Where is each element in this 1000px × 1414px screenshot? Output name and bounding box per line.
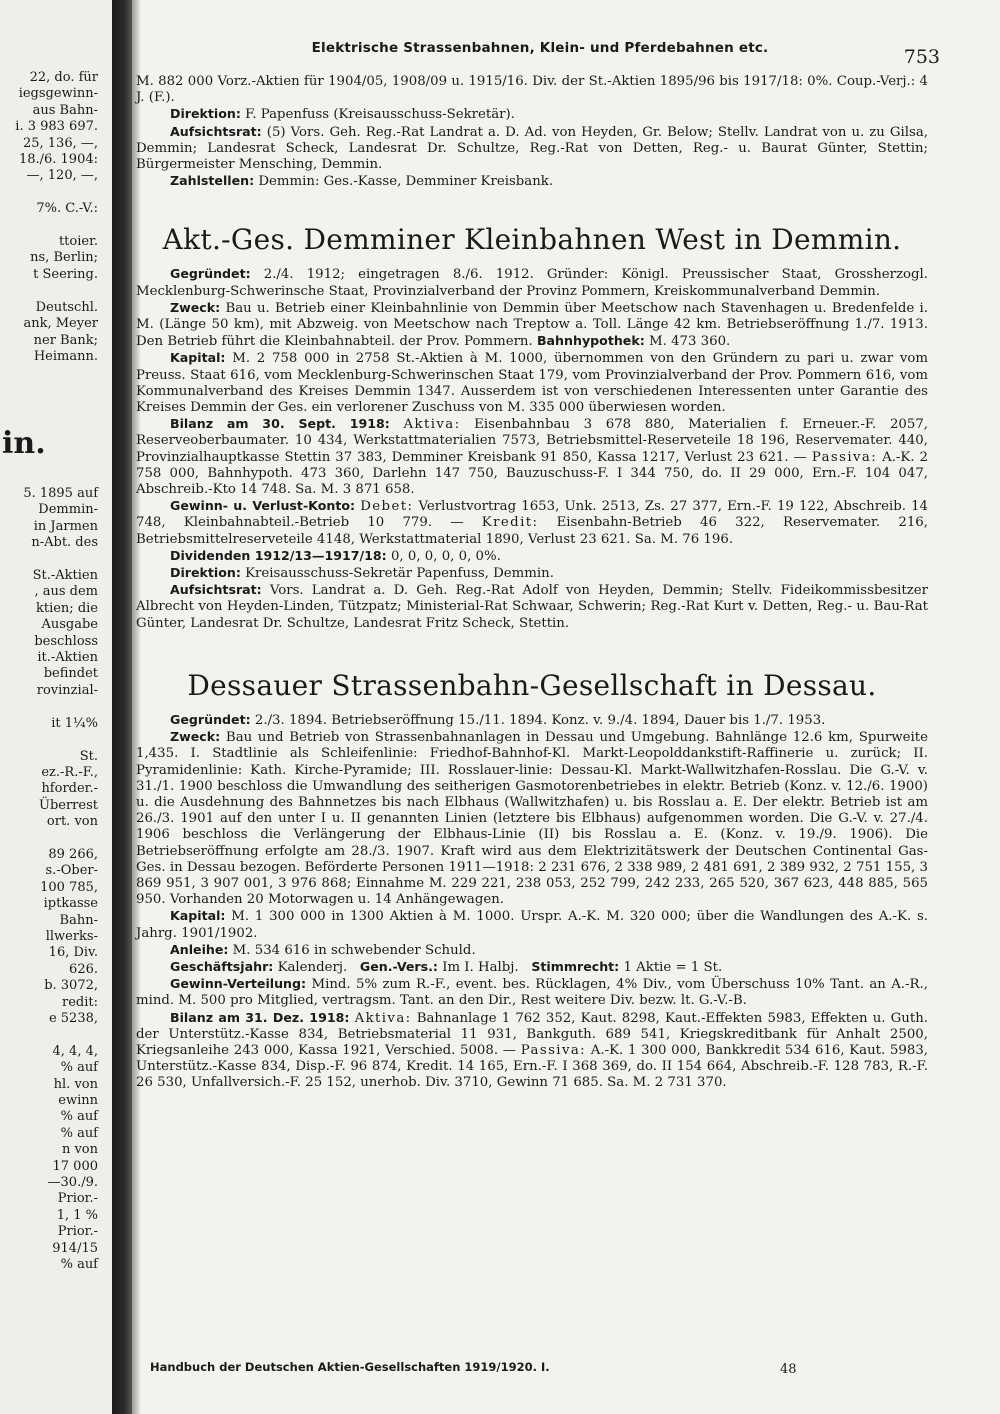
left-column-line: ewinn xyxy=(58,1093,98,1109)
s2-anleihe xyxy=(136,942,928,959)
value: 1 Aktie = 1 St. xyxy=(623,959,723,975)
s1-kapital xyxy=(136,350,928,416)
section-title-dessau: Dessauer Strassenbahn-Gesellschaft in Dessau. xyxy=(187,668,877,702)
left-column-line: hforder.- xyxy=(41,781,98,797)
label: Kapital: xyxy=(170,350,226,366)
book-gutter xyxy=(112,0,132,1414)
value: M. 473 360. xyxy=(649,334,731,350)
value: Bau u. Betrieb einer Kleinbahnlinie von Demmin über Meetschow nach Stavenhagen u. Bredenfelde i. M. (Länge 50 km), mit Abzweig. von Meetschow nach Treptow a. Toll. Länge 42 km. Betriebseröffnung 1./7. 1913. Den Betrieb führt die Kleinbahnabteil. der Prov. Pommern. xyxy=(136,300,928,350)
left-column-line: 22, do. für xyxy=(29,70,98,85)
left-column-line: 16, Div. xyxy=(48,945,98,961)
left-column-line: Heimann. xyxy=(33,348,98,364)
left-column-line: aus Bahn- xyxy=(32,102,98,118)
left-column-line: 4, 4, 4, xyxy=(52,1043,98,1059)
label: Kapital: xyxy=(170,908,226,924)
left-column-line: ttoier. xyxy=(58,234,98,250)
left-column-line: ner Bank; xyxy=(33,332,98,348)
label: Gewinn- u. Verlust-Konto: xyxy=(170,498,356,514)
previous-page-margin xyxy=(0,0,112,1414)
top-direktion xyxy=(136,106,928,123)
left-column-line xyxy=(23,1027,98,1043)
value: Eisenbahn-Betrieb 46 322, Reservemater. 216, Betriebsmittelreserveteile 4148, Werkstattmaterial 1890, Verlust 23 621. Sa. M. 76 196. xyxy=(136,515,928,547)
section-title-demmin: Akt.-Ges. Demminer Kleinbahnen West in Demmin. xyxy=(162,223,902,257)
top-zahlstellen xyxy=(136,173,928,190)
left-column-heading: in. xyxy=(2,426,46,461)
left-column-line: 914/15 xyxy=(52,1240,98,1256)
value: M. 2 758 000 in 2758 St.-Aktien à M. 1000, übernommen von den Gründern zu pari u. zwar vom Preuss. Staat 616, vom Mecklenburg-Schwerinschen Staat 179, vom Provinzialverband der Prov. Pommern 616, vom Kommunalverband des Kreises Demmin 1347. Ausserdem ist von verschiedenen Interessenten unter Garantie des Kreises Demmin der Ges. ein verlorener Zuschuss von M. 335 000 überwiesen worden. xyxy=(136,351,928,416)
label: Bahnhypothek: xyxy=(536,333,645,349)
left-column-line xyxy=(23,831,98,847)
top-paragraph: M. 882 000 Vorz.-Aktien für 1904/05, 1908/09 u. 1915/16. Div. der St.-Aktien 1895/96 bis 1917/18: 0%. Coup.-Verj.: 4 J. (F.). xyxy=(136,74,928,106)
value: 2./3. 1894. Betriebseröffnung 15./11. 1894. Konz. v. 9./4. 1894, Dauer bis 1./7. 1953. xyxy=(254,712,826,728)
left-column-line: % auf xyxy=(60,1060,98,1076)
page xyxy=(136,0,1000,1414)
s1-bilanz xyxy=(136,416,928,498)
label: Gen.-Vers.: xyxy=(359,958,438,974)
left-column-line: ank, Meyer xyxy=(23,316,98,332)
left-column-text xyxy=(15,70,98,365)
running-title: Elektrische Strassenbahnen, Klein- und Pferdebahnen etc. xyxy=(311,40,769,56)
value: A.-K. 1 300 000, Bankkredit 534 616, Kaut. 5983, Unterstütz.-Kasse 834, Disp.-F. 96 874, Kredit. 14 165, Ern.-F. I 368 369, do. II 154 664, Abschreib.-F. 128 783, R.-F. 26 530, Unfallversich.-F. 25 152, unerhob. Div. 3710, Gewinn 71 685. Sa. M. 2 731 370. xyxy=(136,1042,929,1091)
left-column-line: ns, Berlin; xyxy=(30,250,98,266)
value: Vors. Landrat a. D. Geh. Reg.-Rat Adolf von Heyden, Demmin; Stellv. Fideikommissbesitzer Albrecht von Heyden-Linden, Tützpatz; Ministerial-Rat Schwaar, Schwerin; Reg.-Rat Kurt v. Detten, Reg.- u. Bau-Rat Günter, Landesrat Dr. Schultze, Landesrat Fritz Scheck, Stettin. xyxy=(136,583,928,631)
label: Dividenden 1912/13—1917/18: xyxy=(170,547,387,563)
left-column-line xyxy=(15,185,98,201)
footer-title: Handbuch der Deutschen Aktien-Gesellschaften 1919/1920. I. xyxy=(150,1360,550,1374)
label: Aufsichtsrat: xyxy=(170,123,262,139)
left-column-line: 89 266, xyxy=(48,846,98,862)
left-column-line: befindet xyxy=(43,666,98,682)
left-column-line: hl. von xyxy=(53,1076,98,1092)
label: Direktion: xyxy=(170,565,241,581)
value: Eisenbahnbau 3 678 880, Materialien f. Erneuer.-F. 2057, Reserveoberbaumater. 10 434, Werkstattmaterialien 7573, Betriebsmittel-Reserveteile 18 196, Reservemater. 440, Provinzialhauptkasse Stettin 37 383, Demminer Kreisbank 91 850, Kassa 1217, Verlust 23 621. — xyxy=(136,417,929,465)
left-column-line: beschloss xyxy=(34,633,98,649)
label: Gegründet: xyxy=(170,711,251,727)
label: Anleihe: xyxy=(170,941,229,957)
kredit-label: Kredit: xyxy=(481,515,539,531)
left-column-line: n-Abt. des xyxy=(31,535,98,551)
left-column-line: 100 785, xyxy=(40,879,98,895)
s2-zweck xyxy=(136,729,928,908)
left-column-text-lower xyxy=(23,486,98,1274)
value: M. 1 300 000 in 1300 Aktien à M. 1000. Urspr. A.-K. M. 320 000; über die Wandlungen des A.-K. s. Jahrg. 1901/1902. xyxy=(136,909,928,941)
left-column-line: 5. 1895 auf xyxy=(23,486,98,501)
top-aufsichtsrat xyxy=(136,124,928,174)
left-column-line: rovinzial- xyxy=(36,682,98,698)
label: Bilanz am 30. Sept. 1918: xyxy=(170,416,390,432)
left-column-line: Überrest xyxy=(39,797,98,813)
value: Mind. 5% zum R.-F., event. bes. Rücklagen, 4% Div., vom Überschuss 10% Tant. an A.-R., mind. M. 500 pro Mitglied, vertragsm. Tant. an den Dir., Rest weitere Div. bezw. lt. G.-V.-B. xyxy=(136,977,928,1009)
left-column-line: 17 000 xyxy=(52,1158,98,1174)
left-column-line: ktien; die xyxy=(35,600,98,616)
value: (5) Vors. Geh. Reg.-Rat Landrat a. D. Ad. von Heyden, Gr. Below; Stellv. Landrat von u. zu Gilsa, Demmin; Landesrat Scheck, Landesrat Dr. Schultze, Reg.-Rat von Detten, Reg.- u. Baurat Günter, Stettin; Bürgermeister Mensching, Demmin. xyxy=(136,124,929,173)
left-column-line: ort. von xyxy=(46,814,98,830)
s1-gewinn-verlust xyxy=(136,498,928,548)
label: Zahlstellen: xyxy=(170,173,255,189)
label: Geschäftsjahr: xyxy=(170,958,274,974)
aktiva-label: Aktiva: xyxy=(403,417,461,433)
left-column-line xyxy=(23,732,98,748)
left-column-line: Ausgabe xyxy=(41,617,98,633)
left-column-line: 25, 136, —, xyxy=(22,135,98,151)
left-column-line: t Seering. xyxy=(33,266,98,282)
value: Im I. Halbj. xyxy=(442,959,519,975)
s2-bilanz xyxy=(136,1010,928,1092)
debet-label: Debet: xyxy=(360,499,414,515)
left-column-line: llwerks- xyxy=(45,928,98,944)
value: A.-K. 2 758 000, Bahnhypoth. 473 360, Darlehn 147 750, Bauzuschuss-F. I 344 750, do. II 29 000, Ern.-F. 104 047, Abschreib.-Kto 14 748. Sa. M. 3 871 658. xyxy=(136,449,928,498)
s2-kapital xyxy=(136,908,928,941)
s1-gegruendet xyxy=(136,266,928,299)
left-column-line: it.-Aktien xyxy=(37,650,98,666)
left-column-line: s.-Ober- xyxy=(45,863,98,879)
left-column-line: 626. xyxy=(69,961,98,977)
left-column-line: 18./6. 1904: xyxy=(18,152,98,168)
left-column-line xyxy=(23,699,98,715)
s1-zweck xyxy=(136,300,928,351)
label: Aufsichtsrat: xyxy=(170,582,262,598)
passiva-label: Passiva: xyxy=(811,449,878,465)
left-column-line: % auf xyxy=(60,1125,98,1141)
page-number: 753 xyxy=(903,46,940,68)
left-column-line: redit: xyxy=(62,994,98,1010)
passiva-label: Passiva: xyxy=(520,1042,587,1058)
value: M. 534 616 in schwebender Schuld. xyxy=(232,942,476,958)
s2-geschaeftsjahr xyxy=(136,959,928,976)
sheet-number: 48 xyxy=(780,1362,797,1377)
value: Demmin: Ges.-Kasse, Demminer Kreisbank. xyxy=(258,174,554,190)
value: Kalenderj. xyxy=(277,959,348,975)
left-column-line: 7%. C.-V.: xyxy=(36,201,98,217)
left-column-line: St. xyxy=(79,748,98,764)
left-column-line: 1, 1 % xyxy=(56,1207,98,1223)
left-column-line: it 1¼% xyxy=(51,715,98,731)
s2-gewinn-verteilung xyxy=(136,976,928,1009)
value: F. Papenfuss (Kreisausschuss-Sekretär). xyxy=(245,107,515,123)
left-column-line: Deutschl. xyxy=(35,299,98,315)
left-column-line: e 5238, xyxy=(48,1011,98,1026)
left-column-line xyxy=(15,218,98,234)
s1-direktion xyxy=(136,565,928,582)
s1-aufsichtsrat xyxy=(136,582,928,632)
s2-gegruendet xyxy=(136,712,928,729)
value: 0, 0, 0, 0, 0, 0%. xyxy=(390,548,501,564)
left-column-line: ez.-R.-F., xyxy=(41,764,98,780)
left-column-line xyxy=(15,283,98,299)
label: Zweck: xyxy=(170,299,221,315)
left-column-line: % auf xyxy=(60,1257,98,1273)
value: Kreisausschuss-Sekretär Papenfuss, Demmin. xyxy=(245,566,554,582)
left-column-line xyxy=(23,552,98,568)
value: Verlustvortrag 1653, Unk. 2513, Zs. 27 377, Ern.-F. 19 122, Abschreib. 14 748, Kleinbahnabteil.-Betrieb 10 779. — xyxy=(136,499,928,531)
left-column-line: Prior.- xyxy=(57,1191,98,1207)
left-column-line: n von xyxy=(61,1142,98,1158)
label: Gewinn-Verteilung: xyxy=(170,976,307,992)
left-column-line: , aus dem xyxy=(34,584,98,600)
left-column-line: St.-Aktien xyxy=(32,568,98,584)
left-column-line: Prior.- xyxy=(57,1224,98,1240)
left-column-line: in Jarmen xyxy=(33,518,98,534)
value: Bau und Betrieb von Strassenbahnanlagen in Dessau und Umgebung. Bahnlänge 12.6 km, Spurweite 1,435. I. Stadtlinie als Schleifenlinie: Friedhof-Bahnhof-Kl. Markt-Leopolddankstift-Raffinerie u. zurück; II. Pyramidenlinie: Kath. Kirche-Pyramide; III. Rosslauer-linie: Dessau-Kl. Markt-Wallwitzhafen-Rosslau. Die G.-V. v. 31./1. 1900 beschloss die Umwandlung des seitherigen Gasmotorenbetriebes in elektr. Betrieb (Konz. v. 12./6. 1900) u. die Ausdehnung des Bahnnetzes bis nach Elbhaus (Wallwitzhafen) u. bis Rosslau a. E. Der elektr. Betrieb ist am 26./3. 1901 auf den unter I u. II genannten Linien (letztere bis Elbhaus) aufgenommen worden. Die G.-V. v. 27./4. 1906 beschloss die Verlängerung der Elbhaus-Linie (II) bis Rosslau a. E. (Konz. v. 19./9. 1906). Die Betriebseröffnung erfolgte am 28./3. 1907. Kraft wird aus dem Elektrizitätswerk der Deutschen Continental Gas-Ges. in Dessau bezogen. Beförderte Personen 1911—1918: 2 231 676, 2 338 989, 2 481 691, 2 389 932, 2 751 155, 3 869 951, 3 907 001, 3 976 868; Einnahme M. 229 221, 238 053, 252 799, 242 233, 265 520, 367 623, 448 885, 565 950. Vorhanden 20 Motorwagen u. 14 Anhängewagen. xyxy=(136,730,928,908)
left-column-line: b. 3072, xyxy=(44,978,98,994)
label: Stimmrecht: xyxy=(531,958,620,974)
left-column-line: —30./9. xyxy=(47,1175,98,1191)
left-column-line: —, 120, —, xyxy=(26,168,98,184)
left-column-line: i. 3 983 697. xyxy=(15,119,98,135)
left-column-line: Demmin- xyxy=(38,502,98,518)
page-body xyxy=(136,74,928,1092)
s1-dividenden xyxy=(136,548,928,565)
label: Bilanz am 31. Dez. 1918: xyxy=(170,1009,350,1025)
left-column-line: % auf xyxy=(60,1109,98,1125)
aktiva-label: Aktiva: xyxy=(354,1010,412,1026)
value: 2./4. 1912; eingetragen 8./6. 1912. Gründer: Königl. Preussischer Staat, Grossherzogl. Mecklenburg-Schwerinsche Staat, Provinzialverband der Provinz Pommern, Kreiskommunalverband Demmin. xyxy=(136,267,928,299)
label: Direktion: xyxy=(170,106,241,122)
label: Zweck: xyxy=(170,729,221,745)
left-column-line: iptkasse xyxy=(43,896,98,912)
label: Gegründet: xyxy=(170,266,251,282)
left-column-line: iegsgewinn- xyxy=(18,86,98,102)
left-column-line: Bahn- xyxy=(59,912,98,928)
value: Bahnanlage 1 762 352, Kaut. 8298, Kaut.-Effekten 5983, Effekten u. Guth. der Unterstütz.-Kasse 834, Betriebsmaterial 11 931, Bankguth. 689 541, Kriegskreditbank für Anhalt 2500, Kriegsanleihe 243 000, Kassa 1921, Verschied. 5008. — xyxy=(136,1010,928,1058)
